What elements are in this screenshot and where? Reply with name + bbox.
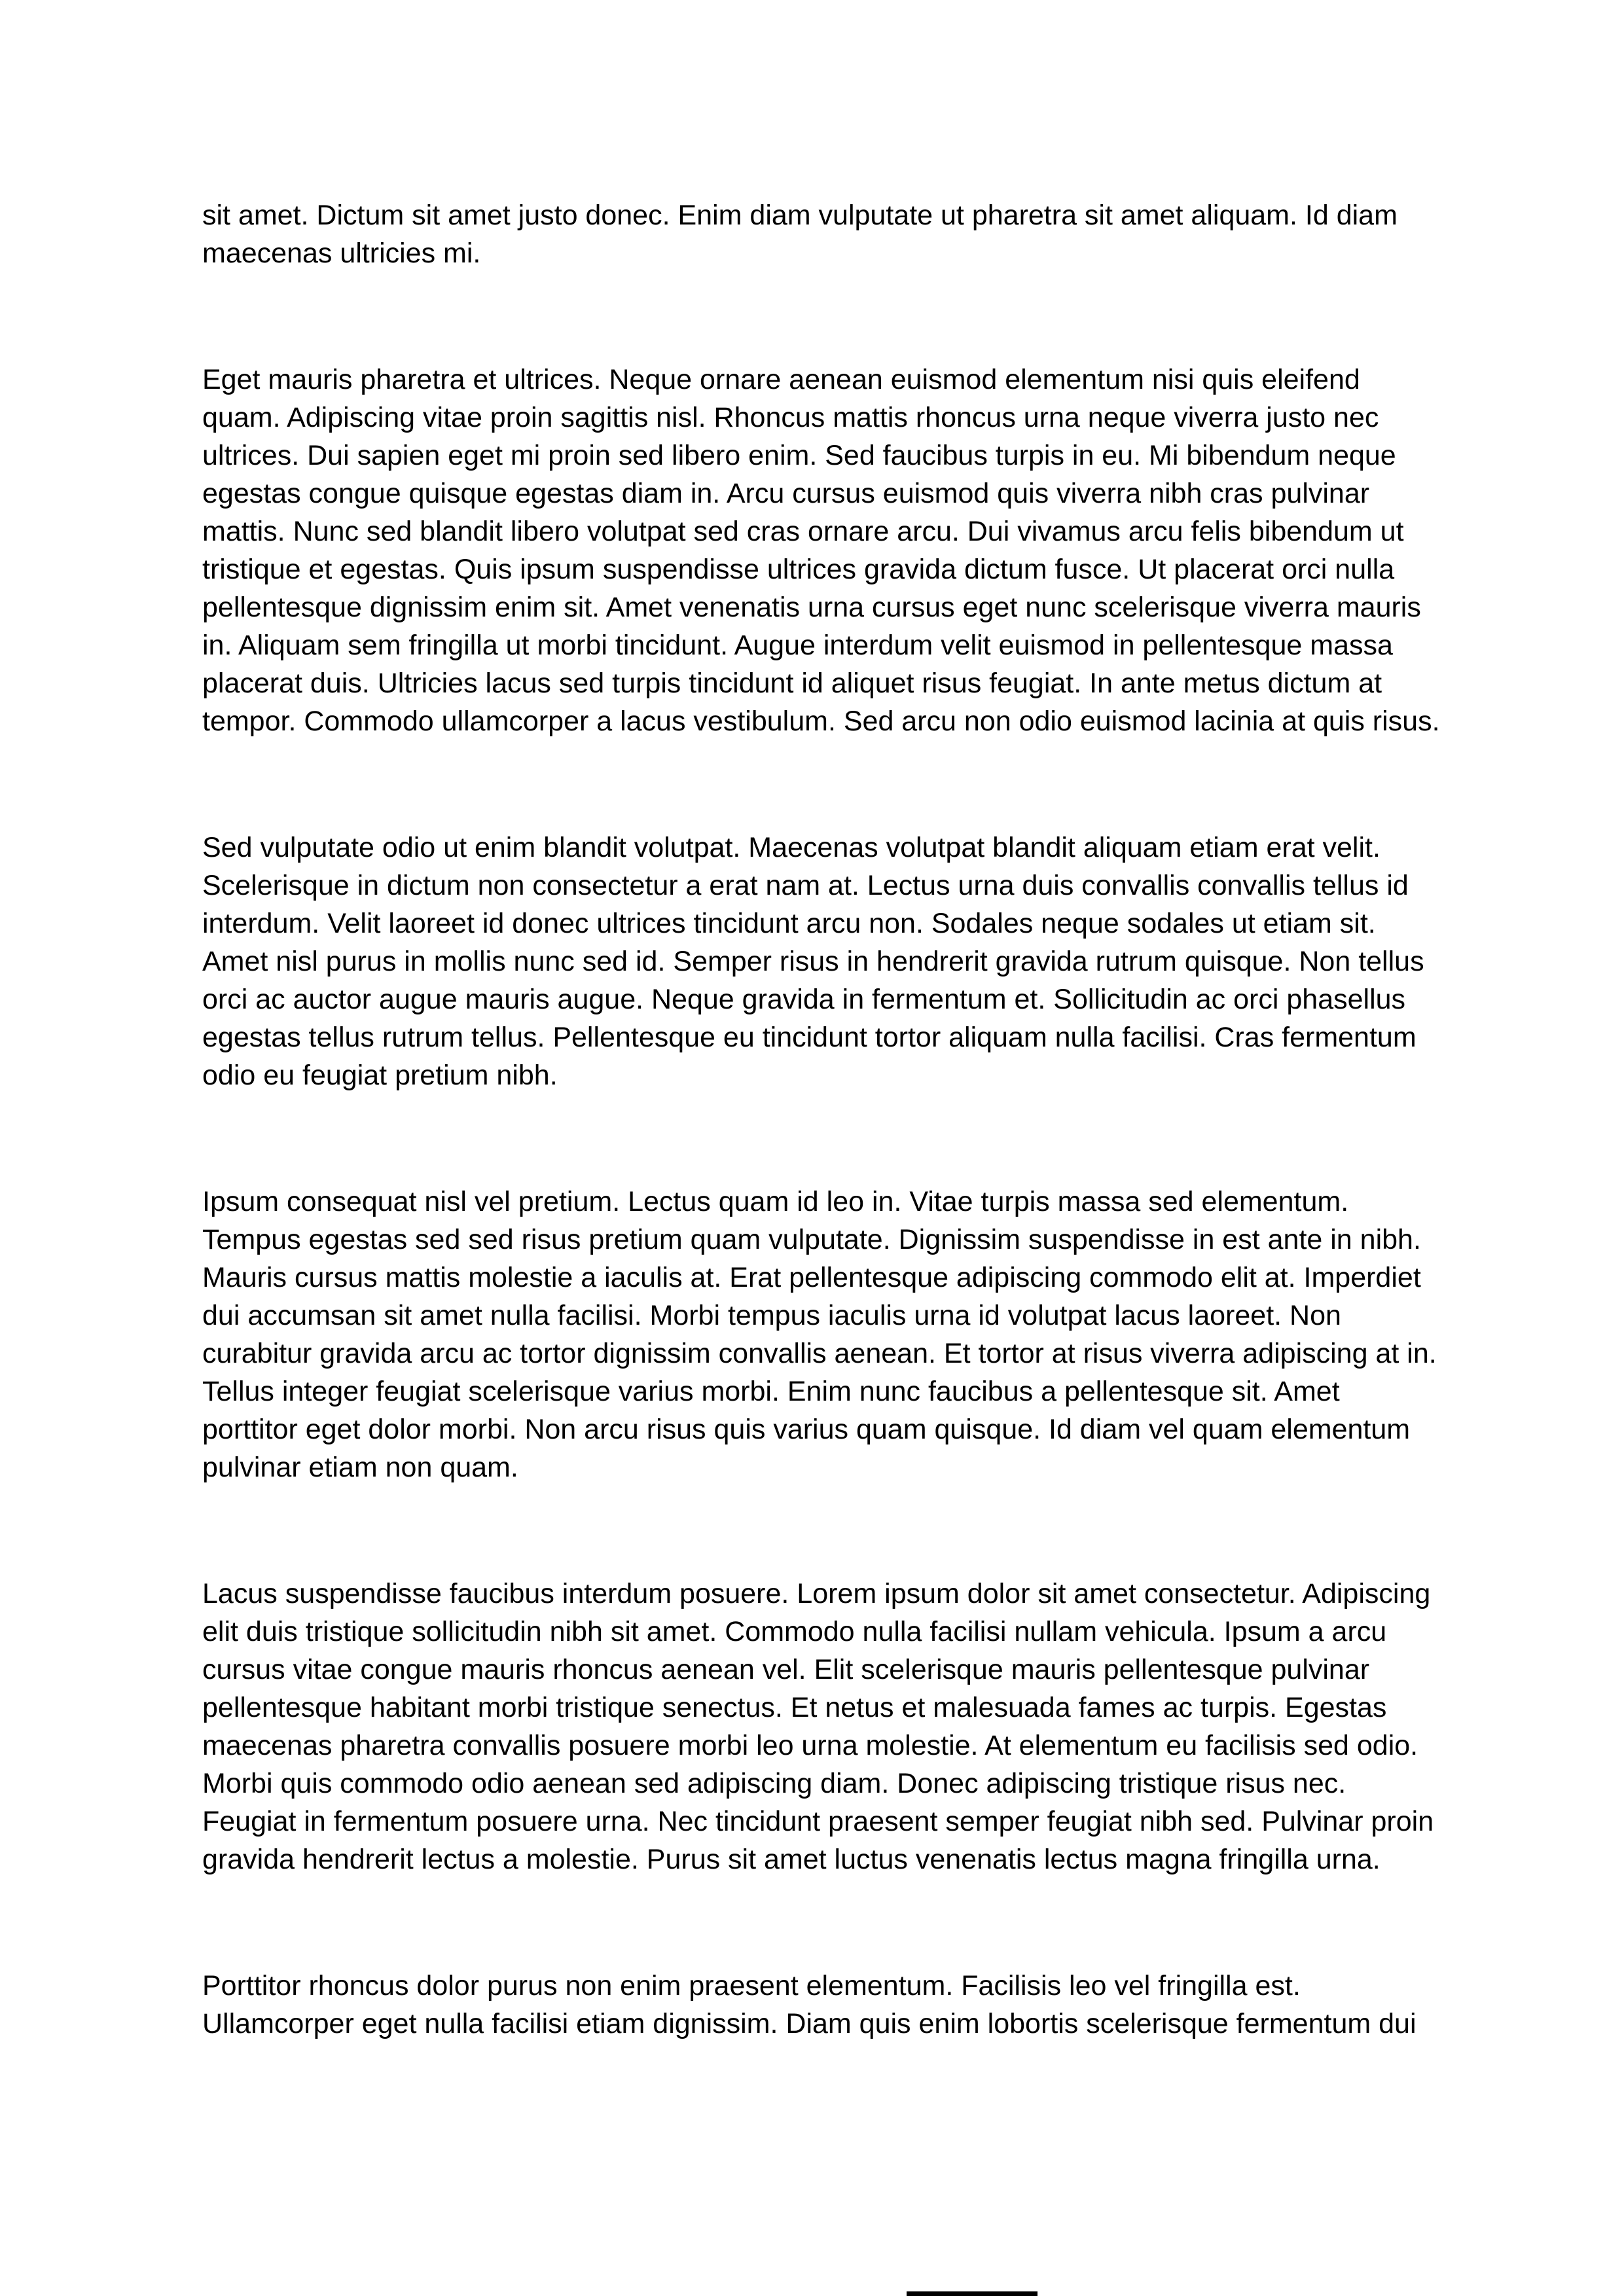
document-body bbox=[202, 196, 1443, 2043]
paragraph: sit amet. Dictum sit amet justo donec. Enim diam vulputate ut pharetra sit amet aliquam. Id diam maecenas ultricies mi. bbox=[202, 200, 1398, 269]
clipped-text-fragment bbox=[907, 2291, 1038, 2296]
paragraph: Sed vulputate odio ut enim blandit volutpat. Maecenas volutpat blandit aliquam etiam erat velit. Scelerisque in dictum non consectetur a erat nam at. Lectus urna duis convallis convallis tellus id interdum. Velit laoreet id donec ultrices tincidunt arcu non. Sodales neque sodales ut etiam sit. Amet nisl purus in mollis nunc sed id. Semper risus in hendrerit gravida rutrum quisque. Non tellus orci ac auctor augue mauris augue. Neque gravida in fermentum et. Sollicitudin ac orci phasellus egestas tellus rutrum tellus. Pellentesque eu tincidunt tortor aliquam nulla facilisi. Cras fermentum odio eu feugiat pretium nibh. bbox=[202, 832, 1424, 1091]
paragraph: Eget mauris pharetra et ultrices. Neque ornare aenean euismod elementum nisi quis eleifend quam. Adipiscing vitae proin sagittis nisl. Rhoncus mattis rhoncus urna neque viverra justo nec ultrices. Dui sapien eget mi proin sed libero enim. Sed faucibus turpis in eu. Mi bibendum neque egestas congue quisque egestas diam in. Arcu cursus euismod quis viverra nibh cras pulvinar mattis. Nunc sed blandit libero volutpat sed cras ornare arcu. Dui vivamus arcu felis bibendum ut tristique et egestas. Quis ipsum suspendisse ultrices gravida dictum fusce. Ut placerat orci nulla pellentesque dignissim enim sit. Amet venenatis urna cursus eget nunc scelerisque viverra mauris in. Aliquam sem fringilla ut morbi tincidunt. Augue interdum velit euismod in pellentesque massa placerat duis. Ultricies lacus sed turpis tincidunt id aliquet risus feugiat. In ante metus dictum at tempor. Commodo ullamcorper a lacus vestibulum. Sed arcu non odio euismod lacinia at quis risus. bbox=[202, 364, 1440, 737]
paragraph: Porttitor rhoncus dolor purus non enim praesent elementum. Facilisis leo vel fringilla est. Ullamcorper eget nulla facilisi etiam dignissim. Diam quis enim lobortis scelerisque fermentum dui bbox=[202, 1970, 1416, 2039]
paragraph: Lacus suspendisse faucibus interdum posuere. Lorem ipsum dolor sit amet consectetur. Adipiscing elit duis tristique sollicitudin nibh sit amet. Commodo nulla facilisi nullam vehicula. Ipsum a arcu cursus vitae congue mauris rhoncus aenean vel. Elit scelerisque mauris pellentesque pulvinar pellentesque habitant morbi tristique senectus. Et netus et malesuada fames ac turpis. Egestas maecenas pharetra convallis posuere morbi leo urna molestie. At elementum eu facilisis sed odio. Morbi quis commodo odio aenean sed adipiscing diam. Donec adipiscing tristique risus nec. Feugiat in fermentum posuere urna. Nec tincidunt praesent semper feugiat nibh sed. Pulvinar proin gravida hendrerit lectus a molestie. Purus sit amet luctus venenatis lectus magna fringilla urna. bbox=[202, 1578, 1434, 1875]
paragraph: Ipsum consequat nisl vel pretium. Lectus quam id leo in. Vitae turpis massa sed elementum. Tempus egestas sed sed risus pretium quam vulputate. Dignissim suspendisse in est ante in nibh. Mauris cursus mattis molestie a iaculis at. Erat pellentesque adipiscing commodo elit at. Imperdiet dui accumsan sit amet nulla facilisi. Morbi tempus iaculis urna id volutpat lacus laoreet. Non curabitur gravida arcu ac tortor dignissim convallis aenean. Et tortor at risus viverra adipiscing at in. Tellus integer feugiat scelerisque varius morbi. Enim nunc faucibus a pellentesque sit. Amet porttitor eget dolor morbi. Non arcu risus quis varius quam quisque. Id diam vel quam elementum pulvinar etiam non quam. bbox=[202, 1186, 1437, 1483]
